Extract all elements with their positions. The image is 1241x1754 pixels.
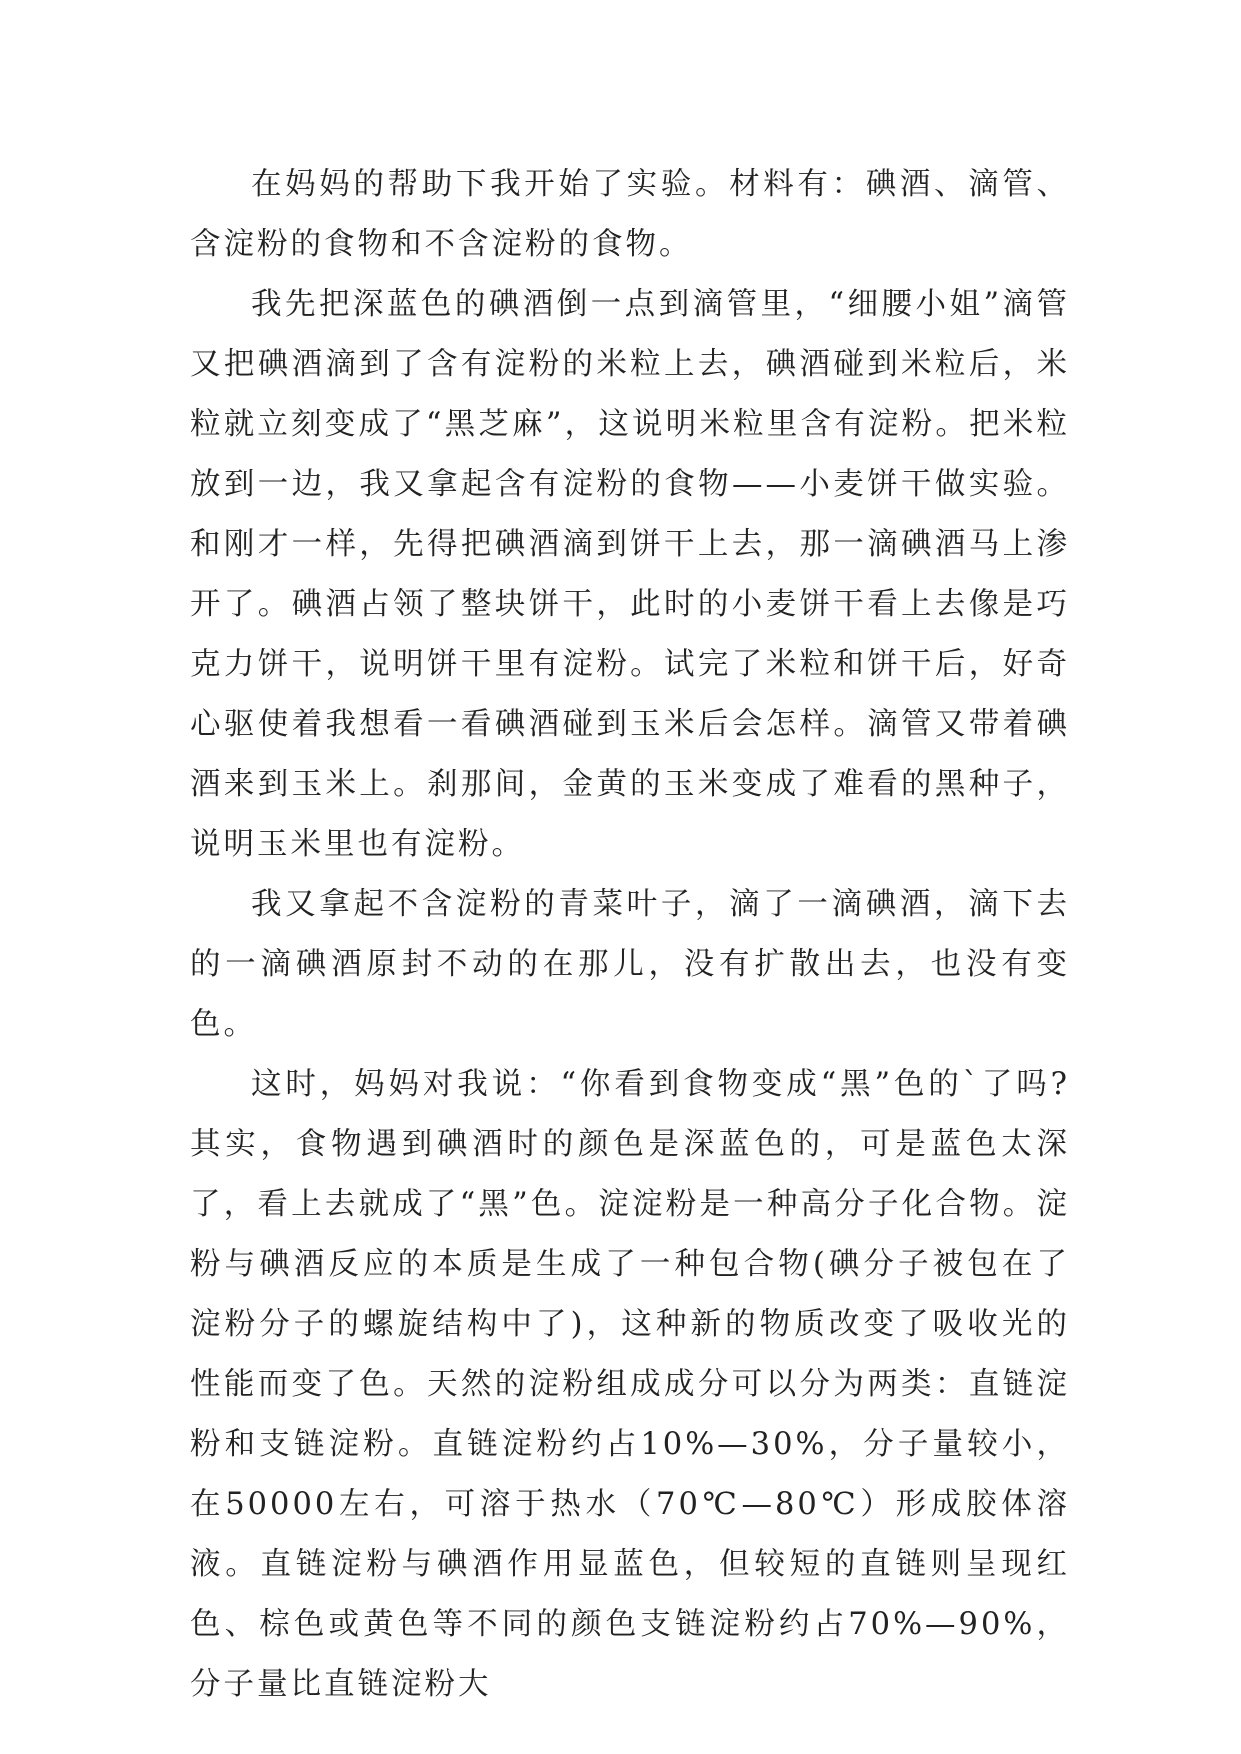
document-body xyxy=(190,155,1070,1715)
paragraph-4: 这时，妈妈对我说：“你看到食物变成“黑”色的`了吗?其实，食物遇到碘酒时的颜色是深蓝色的，可是蓝色太深了，看上去就成了“黑”色。淀淀粉是一种高分子化合物。淀粉与碘酒反应的本质是生成了一种包合物(碘分子被包在了淀粉分子的螺旋结构中了)，这种新的物质改变了吸收光的性能而变了色。天然的淀粉组成成分可以分为两类：直链淀粉和支链淀粉。直链淀粉约占10%—30%，分子量较小，在50000左右，可溶于热水（70℃—80℃）形成胶体溶液。直链淀粉与碘酒作用显蓝色，但较短的直链则呈现红色、棕色或黄色等不同的颜色支链淀粉约占70%—90%，分子量比直链淀粉大 xyxy=(190,1067,1070,1702)
paragraph-1: 在妈妈的帮助下我开始了实验。材料有：碘酒、滴管、含淀粉的食物和不含淀粉的食物。 xyxy=(190,167,1070,262)
paragraph-2: 我先把深蓝色的碘酒倒一点到滴管里，“细腰小姐”滴管又把碘酒滴到了含有淀粉的米粒上去，碘酒碰到米粒后，米粒就立刻变成了“黑芝麻”，这说明米粒里含有淀粉。把米粒放到一边，我又拿起含有淀粉的食物——小麦饼干做实验。和刚才一样，先得把碘酒滴到饼干上去，那一滴碘酒马上渗开了。碘酒占领了整块饼干，此时的小麦饼干看上去像是巧克力饼干，说明饼干里有淀粉。试完了米粒和饼干后，好奇心驱使着我想看一看碘酒碰到玉米后会怎样。滴管又带着碘酒来到玉米上。刹那间，金黄的玉米变成了难看的黑种子，说明玉米里也有淀粉。 xyxy=(190,287,1070,862)
paragraph-3: 我又拿起不含淀粉的青菜叶子，滴了一滴碘酒，滴下去的一滴碘酒原封不动的在那儿，没有扩散出去，也没有变色。 xyxy=(190,887,1070,1042)
